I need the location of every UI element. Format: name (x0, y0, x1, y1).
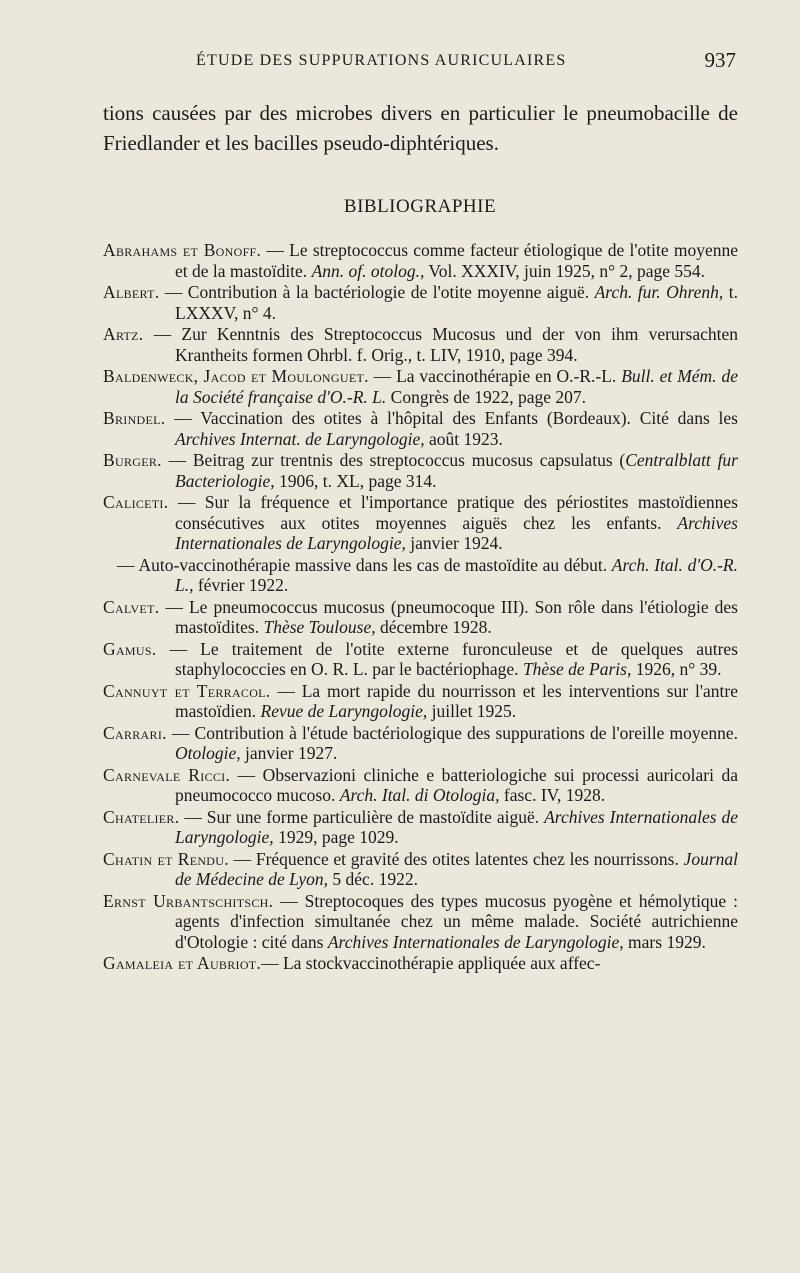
entry-author: Artz. (103, 324, 144, 344)
entry-details: juillet 1925. (427, 701, 517, 721)
entry-source: Bull. et Mém. de la Société française d'O.-R. L. (175, 366, 738, 407)
entry-text: — La vaccinothérapie en O.-R.-L. (368, 366, 622, 386)
entry-text: — Observazioni cliniche e batteriologiche sui processi auricolari da pneumococco mucoso. (175, 764, 738, 805)
bibliography-entry (103, 681, 738, 722)
bibliography-entry (103, 765, 738, 806)
entry-author: Carrari. (103, 722, 167, 743)
entry-details: 1906, t. XL, page 314. (274, 470, 437, 491)
entry-details: t. LXXXV, n° 4. (175, 282, 738, 323)
bibliography-entry (103, 492, 738, 554)
entry-text: — Zur Kenntnis des Streptococcus Mucosus und der von ihm verursachten Krantheits formen Ohrbl. f. Orig., t. LIV, 1910, page 394. (143, 324, 738, 365)
entry-source: Arch. fur. Ohrenh, (594, 282, 724, 302)
entry-details: mars 1929. (623, 931, 706, 952)
entry-text: — Vaccination des otites à l'hôpital des Enfants (Bordeaux). Cité dans les (165, 408, 738, 428)
entry-source: Archives Internationales de Laryngologie, (175, 806, 739, 847)
bibliography-entry (103, 849, 738, 890)
entry-source: Centralblatt fur Bacteriologie, (175, 450, 738, 491)
entry-author: Albert. (103, 282, 160, 302)
entry-details: décembre 1928. (375, 617, 492, 637)
entry-author: Gamaleia et Aubriot. (103, 953, 262, 973)
bibliography-entry (103, 723, 738, 764)
entry-source: Archives Internationales de Laryngologie, (327, 931, 624, 952)
entry-source: Arch. Ital. d'O.-R. L., (175, 554, 738, 595)
entry-text: — La stockvaccinothérapie appliquée aux affec- (261, 953, 601, 973)
entry-details: août 1923. (424, 428, 503, 449)
entry-text: — Le traitement de l'otite externe furonculeuse et de quelques autres staphylococcies en O. R. L. par le bactériophage. (156, 638, 738, 679)
entry-author: Carnevale Ricci. (103, 764, 231, 785)
entry-source: Ann. of. otolog., (311, 260, 425, 281)
entry-text: — Sur une forme particulière de mastoïdite aiguë. (179, 806, 545, 827)
entry-source: Arch. Ital. di Otologia, (339, 785, 500, 805)
entry-details: février 1922. (193, 575, 289, 595)
entry-source: Otologie, (175, 743, 241, 763)
entry-text: — Contribution à la bactériologie de l'otite moyenne aiguë. (159, 282, 595, 302)
bibliography-entry (103, 450, 738, 491)
entry-text: — Le pneumococcus mucosus (pneumocoque III). Son rôle dans l'étiologie des mastoïdites. (159, 596, 738, 637)
entry-source: Thèse de Paris, (522, 659, 632, 679)
bibliography-entry (103, 639, 738, 680)
entry-author: Gamus. (103, 638, 157, 659)
bibliography-entry (103, 891, 738, 953)
entry-text: — Le streptococcus comme facteur étiologique de l'otite moyenne et de la mastoïdite. (175, 240, 738, 281)
entry-author: Burger. (103, 450, 162, 470)
entry-text: — La mort rapide du nourrisson et les interventions sur l'antre mastoïdien. (175, 680, 738, 721)
entry-author: Calvet. (103, 596, 160, 617)
entry-text: Auto-vaccinothérapie massive dans les cas de mastoïdite au début. (134, 554, 612, 575)
entry-source: Revue de Laryngologie, (260, 701, 428, 721)
entry-details: Congrès de 1922, page 207. (386, 386, 587, 407)
bibliography-entry (103, 597, 738, 638)
entry-source: Archives Internationales de Laryngologie, (175, 512, 738, 553)
entry-details: 1929, page 1029. (273, 827, 399, 847)
bibliography-entry (103, 953, 738, 974)
entry-text: — Sur la fréquence et l'importance pratique des périostites mastoïdiennes consécutives aux otites moyennes aiguës chez les enfants. (168, 492, 738, 533)
bibliography-list (103, 240, 738, 975)
entry-author: — (117, 554, 135, 575)
entry-text: — Streptocoques des types mucosus pyogène et hémolytique : agents d'infection simultanée chez un même malade. Société autrichienne d'Otologie : cité dans (175, 890, 738, 952)
entry-author: Chatin et Rendu. (103, 848, 229, 869)
entry-source: Archives Internat. de Laryngologie, (175, 428, 425, 449)
entry-text: — Contribution à l'étude bactériologique des suppurations de l'oreille moyenne. (166, 722, 738, 743)
entry-author: Brindel. (103, 408, 166, 428)
running-title: ÉTUDE DES SUPPURATIONS AURICULAIRES (196, 52, 567, 69)
bibliography-entry (103, 555, 738, 596)
entry-source: Journal de Médecine de Lyon, (175, 848, 738, 889)
entry-details: janvier 1924. (405, 533, 503, 553)
section-heading: BIBLIOGRAPHIE (343, 196, 497, 217)
bibliography-entry (103, 366, 738, 407)
entry-text: — Fréquence et gravité des otites latentes chez les nourrissons. (228, 848, 684, 869)
entry-source: Thèse Toulouse, (263, 617, 376, 637)
bibliography-entry (103, 324, 738, 365)
entry-author: Chatelier. (103, 806, 180, 827)
entry-details: fasc. IV, 1928. (499, 785, 606, 805)
entry-author: Cannuyt et Terracol. (103, 680, 271, 701)
bibliography-entry (103, 408, 738, 449)
entry-author: Caliceti. (103, 492, 169, 512)
entry-author: Abrahams et Bonoff. (103, 240, 262, 260)
intro-paragraph: tions causées par des microbes divers en particulier le pneumobacille de Friedlander et les bacilles pseudo-diphtériques. (103, 101, 738, 155)
entry-author: Ernst Urbantschitsch. (103, 890, 274, 911)
entry-details: janvier 1927. (240, 743, 338, 763)
entry-details: Vol. XXXIV, juin 1925, n° 2, page 554. (424, 260, 706, 281)
bibliography-entry (103, 807, 738, 848)
bibliography-entry (103, 282, 738, 323)
bibliography-entry (103, 240, 738, 281)
page-number: 937 (704, 48, 736, 72)
entry-text: — Beitrag zur trentnis des streptococcus mucosus capsulatus ( (161, 450, 626, 470)
entry-details: 5 déc. 1922. (328, 869, 418, 889)
entry-author: Baldenweck, Jacod et Moulonguet. (103, 366, 369, 386)
entry-details: 1926, n° 39. (631, 659, 722, 679)
